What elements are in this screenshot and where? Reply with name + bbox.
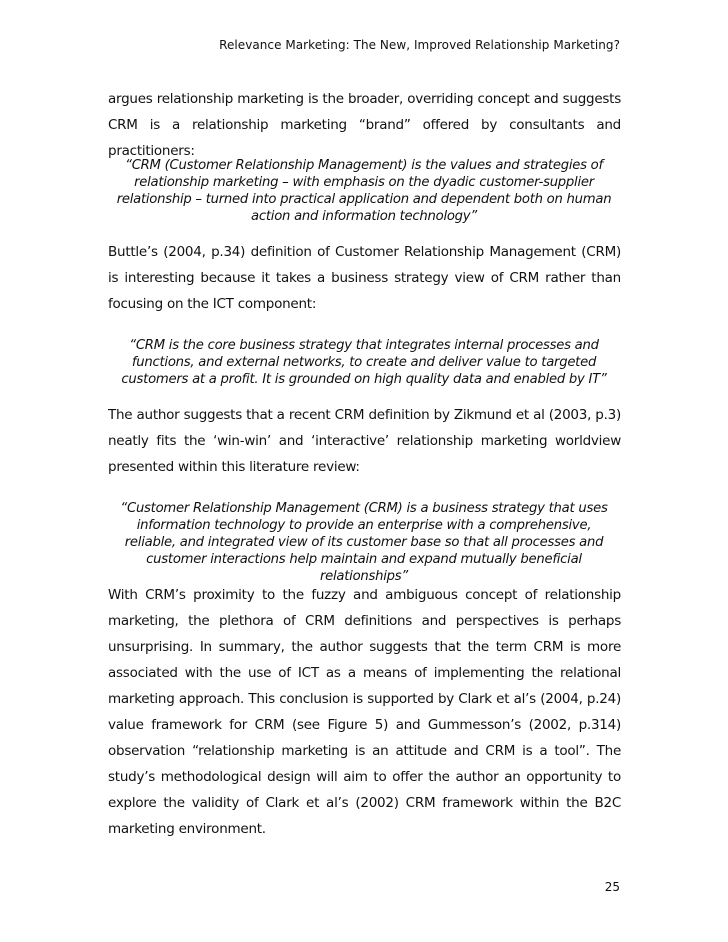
- block-quote-1: “CRM (Customer Relationship Management) is the values and strategies of relationship marketing – with emphasis on the dyadic customer-supplier relationship – turned into practical application and dependent both on human action and information technology”: [116, 158, 612, 224]
- block-quote-2: “CRM is the core business strategy that integrates internal processes and functions, and external networks, to create and deliver value to targeted customers at a profit. It is grounded on high quality data and enabled by IT”: [121, 338, 607, 387]
- block-quote-3: “Customer Relationship Management (CRM) is a business strategy that uses information technology to provide an enterprise with a comprehensive, reliable, and integrated view of its customer base so that all processes and customer interactions help maintain and expand mutually beneficial relationships”: [120, 501, 608, 584]
- body-paragraph-1: argues relationship marketing is the broader, overriding concept and suggests CRM is a relationship marketing “brand” offered by consultants and practitioners:: [108, 91, 621, 159]
- body-paragraph-4: With CRM’s proximity to the fuzzy and ambiguous concept of relationship marketing, the plethora of CRM definitions and perspectives is perhaps unsurprising. In summary, the author suggests that the term CRM is more associated with the use of ICT as a means of implementing the relational marketing approach. This conclusion is supported by Clark et al’s (2004, p.24) value framework for CRM (see Figure 5) and Gummesson’s (2002, p.314) observation “relationship marketing is an attitude and CRM is a tool”. The study’s methodological design will aim to offer the author an opportunity to explore the validity of Clark et al’s (2002) CRM framework within the B2C marketing environment.: [108, 587, 621, 837]
- page-number: 25: [604, 880, 620, 894]
- body-paragraph-2: Buttle’s (2004, p.34) definition of Customer Relationship Management (CRM) is interesting because it takes a business strategy view of CRM rather than focusing on the ICT component:: [108, 244, 621, 312]
- running-header: Relevance Marketing: The New, Improved Relationship Marketing?: [219, 38, 620, 52]
- body-paragraph-3: The author suggests that a recent CRM definition by Zikmund et al (2003, p.3) neatly fits the ‘win-win’ and ‘interactive’ relationship marketing worldview presented within this literature review:: [108, 407, 621, 475]
